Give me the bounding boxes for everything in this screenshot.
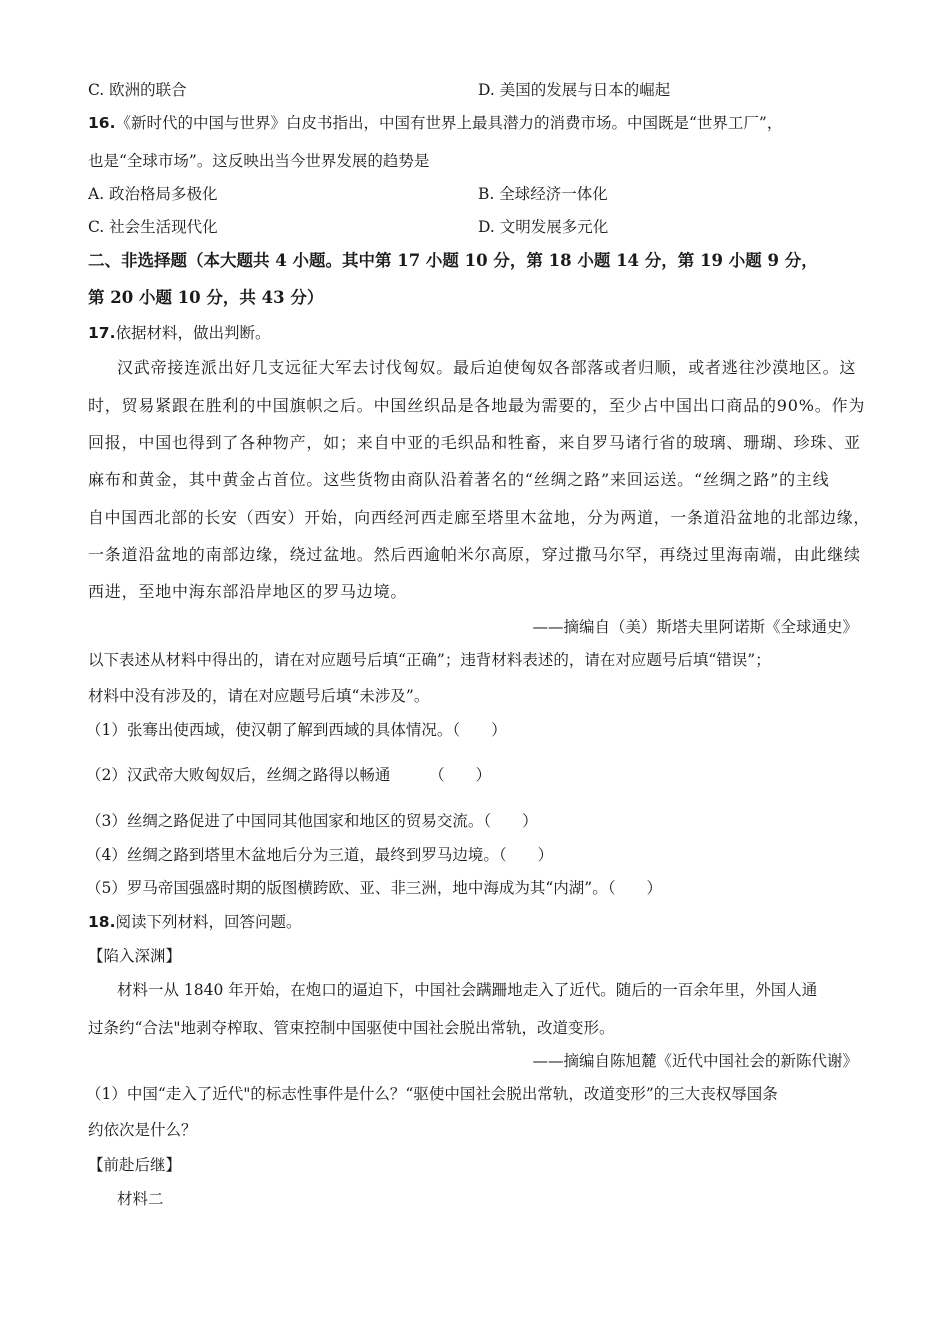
q16-option-b: B. 全球经济一体化 xyxy=(478,185,608,203)
q16-option-c: C. 社会生活现代化 xyxy=(88,218,218,236)
q18-title-line xyxy=(88,912,301,932)
q18-heading-1: 【陷入深渊】 xyxy=(88,947,182,965)
q17-material-line: 一条道沿盆地的南部边缘，绕过盆地。然后西逾帕米尔高原，穿过撒马尔罕，再绕过里海南端，由此继续 xyxy=(88,545,861,564)
q18-material1-line2: 过条约“合法"地剥夺榨取、管束控制中国驱使中国社会脱出常轨，改道变形。 xyxy=(88,1019,615,1037)
q18-source1: ——摘编自陈旭麓《近代中国社会的新陈代谢》 xyxy=(532,1052,858,1070)
q17-material-line: 西进，至地中海东部沿岸地区的罗马边境。 xyxy=(88,582,408,601)
q16-stem-text: 《新时代的中国与世界》白皮书指出，中国有世界上最具潜力的消费市场。中国既是“世界工厂”， xyxy=(115,114,783,132)
q16-option-a: A. 政治格局多极化 xyxy=(88,185,218,203)
q17-title: 依据材料，做出判断。 xyxy=(115,324,271,342)
q18-material1-line1: 材料一从 1840 年开始，在炮口的逼迫下，中国社会蹒跚地走入了近代。随后的一百余年里，外国人通 xyxy=(117,981,818,999)
q17-material-line: 汉武帝接连派出好几支远征大军去讨伐匈奴。最后迫使匈奴各部落或者归顺，或者逃往沙漠地区。这 xyxy=(117,358,857,377)
section2-heading-line2: 第 20 小题 10 分，共 43 分） xyxy=(88,288,324,307)
q16-number: 16. xyxy=(88,114,116,132)
q17-material-line: 麻布和黄金，其中黄金占首位。这些货物由商队沿着著名的“丝绸之路”来回运送。“丝绸之路”的主线 xyxy=(88,470,830,489)
q15-option-c: C. 欧洲的联合 xyxy=(88,81,187,99)
q18-question1-line1: （1）中国“走入了近代"的标志性事件是什么？“驱使中国社会脱出常轨，改道变形”的三大丧权辱国条 xyxy=(86,1085,778,1103)
q17-instruction-line2: 材料中没有涉及的，请在对应题号后填“未涉及”。 xyxy=(88,687,430,705)
q17-instruction-line1: 以下表述从材料中得出的，请在对应题号后填“正确”；违背材料表述的，请在对应题号后填“错误”； xyxy=(88,651,771,669)
q16-stem-line1 xyxy=(88,113,782,133)
q17-item-3: （3）丝绸之路促进了中国同其他国家和地区的贸易交流。（ ） xyxy=(86,812,538,830)
q17-material-line: 时，贸易紧跟在胜利的中国旗帜之后。中国丝织品是各地最为需要的，至少占中国出口商品的90%。作为 xyxy=(88,396,866,415)
q17-title-line xyxy=(88,323,270,343)
q18-question1-line2: 约依次是什么？ xyxy=(88,1121,197,1139)
q17-number: 17. xyxy=(88,324,116,342)
q15-option-d: D. 美国的发展与日本的崛起 xyxy=(478,81,671,99)
q18-heading-2: 【前赴后继】 xyxy=(88,1156,182,1174)
q16-stem-line2: 也是“全球市场”。这反映出当今世界发展的趋势是 xyxy=(88,152,430,170)
q16-option-d: D. 文明发展多元化 xyxy=(478,218,609,236)
q17-item-2: （2）汉武帝大败匈奴后，丝绸之路得以畅通 （ ） xyxy=(86,766,492,784)
q17-item-4: （4）丝绸之路到塔里木盆地后分为三道，最终到罗马边境。（ ） xyxy=(86,846,554,864)
q17-material-line: 自中国西北部的长安（西安）开始，向西经河西走廊至塔里木盆地，分为两道，一条道沿盆地的北部边缘， xyxy=(88,508,871,527)
q17-source: ——摘编自（美）斯塔夫里阿诺斯《全球通史》 xyxy=(532,618,858,636)
q17-item-1: （1）张骞出使西域，使汉朝了解到西域的具体情况。（ ） xyxy=(86,721,507,739)
q17-item-5: （5）罗马帝国强盛时期的版图横跨欧、亚、非三洲，地中海成为其“内湖”。（ ） xyxy=(86,879,662,897)
q17-material-line: 回报，中国也得到了各种物产，如；来自中亚的毛织品和牲畜，来自罗马诸行省的玻璃、珊瑚、珍珠、亚 xyxy=(88,433,861,452)
q18-number: 18. xyxy=(88,913,116,931)
q18-material2-label: 材料二 xyxy=(117,1190,164,1208)
q18-title: 阅读下列材料，回答问题。 xyxy=(115,913,302,931)
section2-heading-line1: 二、非选择题（本大题共 4 小题。其中第 17 小题 10 分，第 18 小题 14 分，第 19 小题 9 分， xyxy=(88,251,818,270)
